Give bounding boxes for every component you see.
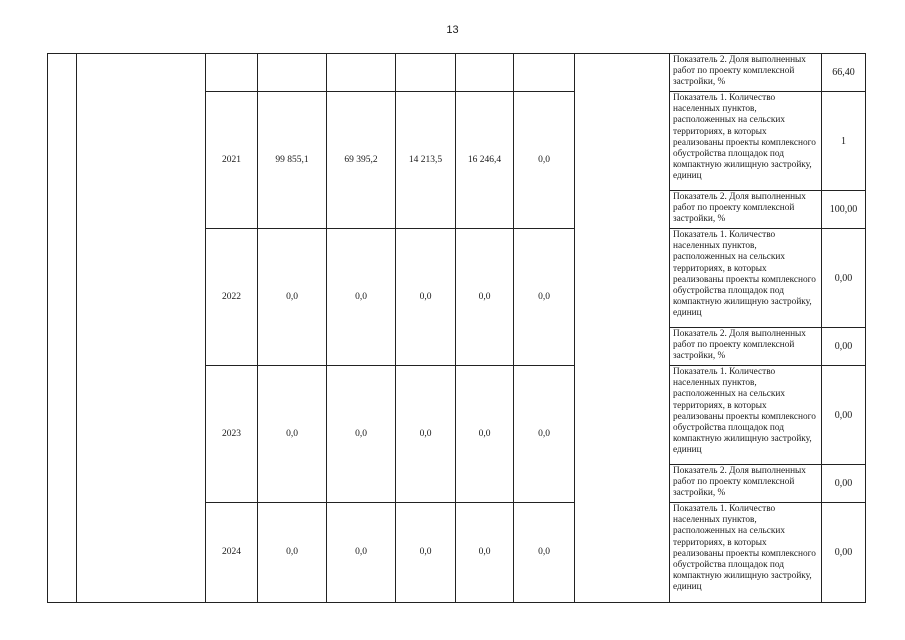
amount-cell bbox=[258, 54, 327, 92]
amount-cell: 0,0 bbox=[396, 229, 456, 366]
name-cell bbox=[77, 54, 206, 603]
indicator-1-label: Показатель 1. Количество населенных пунктов, расположенных на сельских территориях, в которых реализованы проекты комплексного обустройства площадок под компактную жилищную застройку, единиц bbox=[670, 366, 822, 465]
indicator-1-value: 1 bbox=[822, 92, 866, 191]
indicator-1-label: Показатель 1. Количество населенных пунктов, расположенных на сельских территориях, в которых реализованы проекты комплексного обустройства площадок под компактную жилищную застройку, единиц bbox=[670, 503, 822, 603]
program-table bbox=[47, 53, 866, 603]
indicator-2-label: Показатель 2. Доля выполненных работ по проекту комплексной застройки, % bbox=[670, 465, 822, 503]
amount-cell: 69 395,2 bbox=[327, 92, 396, 229]
amount-cell bbox=[514, 54, 575, 92]
amount-cell: 0,0 bbox=[456, 366, 514, 503]
number-cell bbox=[48, 54, 77, 603]
page-number: 13 bbox=[446, 24, 459, 36]
amount-cell: 0,0 bbox=[456, 229, 514, 366]
indicator-1-label: Показатель 1. Количество населенных пунктов, расположенных на сельских территориях, в которых реализованы проекты комплексного обустройства площадок под компактную жилищную застройку, единиц bbox=[670, 92, 822, 191]
year-cell: 2022 bbox=[206, 229, 258, 366]
indicator-2-value: 0,00 bbox=[822, 465, 866, 503]
amount-cell: 0,0 bbox=[514, 92, 575, 229]
indicator-1-value: 0,00 bbox=[822, 503, 866, 603]
amount-cell: 99 855,1 bbox=[258, 92, 327, 229]
amount-cell: 0,0 bbox=[514, 366, 575, 503]
indicator-1-value: 0,00 bbox=[822, 366, 866, 465]
amount-cell: 0,0 bbox=[327, 503, 396, 603]
indicator-1-label: Показатель 1. Количество населенных пунктов, расположенных на сельских территориях, в которых реализованы проекты комплексного обустройства площадок под компактную жилищную застройку, единиц bbox=[670, 229, 822, 328]
year-cell: 2023 bbox=[206, 366, 258, 503]
amount-cell bbox=[396, 54, 456, 92]
amount-cell bbox=[327, 54, 396, 92]
year-cell: 2024 bbox=[206, 503, 258, 603]
indicator-2-value: 100,00 bbox=[822, 191, 866, 229]
year-cell bbox=[206, 54, 258, 92]
amount-cell: 0,0 bbox=[258, 366, 327, 503]
indicator-2-value: 0,00 bbox=[822, 328, 866, 366]
amount-cell: 0,0 bbox=[514, 503, 575, 603]
indicator-2-label: Показатель 2. Доля выполненных работ по проекту комплексной застройки, % bbox=[670, 191, 822, 229]
year-cell: 2021 bbox=[206, 92, 258, 229]
amount-cell: 0,0 bbox=[514, 229, 575, 366]
indicator-1-value: 0,00 bbox=[822, 229, 866, 328]
indicator-2-label: Показатель 2. Доля выполненных работ по проекту комплексной застройки, % bbox=[670, 328, 822, 366]
indicator-2-label: Показатель 2. Доля выполненных работ по проекту комплексной застройки, % bbox=[670, 54, 822, 92]
amount-cell: 0,0 bbox=[258, 503, 327, 603]
empty-column-cell bbox=[575, 54, 670, 603]
amount-cell bbox=[456, 54, 514, 92]
amount-cell: 0,0 bbox=[327, 366, 396, 503]
amount-cell: 14 213,5 bbox=[396, 92, 456, 229]
amount-cell: 0,0 bbox=[396, 366, 456, 503]
indicator-2-value: 66,40 bbox=[822, 54, 866, 92]
amount-cell: 0,0 bbox=[396, 503, 456, 603]
amount-cell: 0,0 bbox=[258, 229, 327, 366]
amount-cell: 0,0 bbox=[327, 229, 396, 366]
amount-cell: 16 246,4 bbox=[456, 92, 514, 229]
table-row bbox=[48, 54, 866, 92]
amount-cell: 0,0 bbox=[456, 503, 514, 603]
